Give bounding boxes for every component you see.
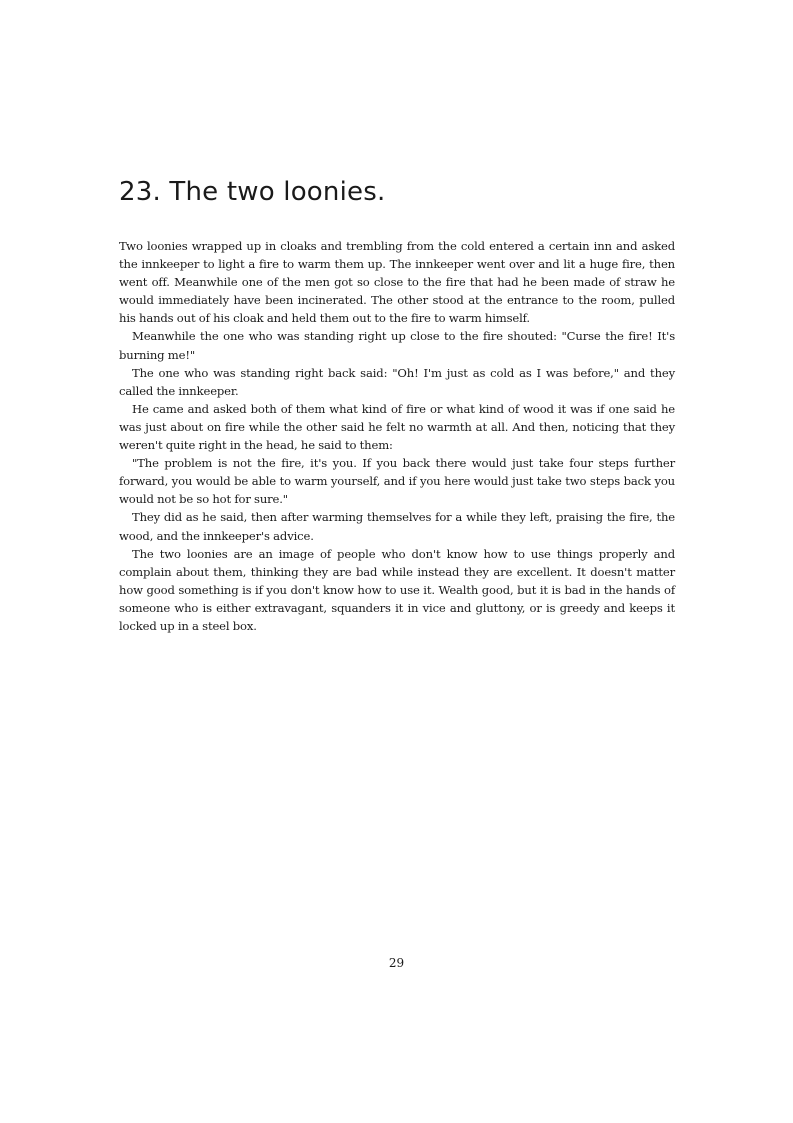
- paragraph: Meanwhile the one who was standing right up close to the fire shouted: "Curse the fire! It's burning me!": [119, 329, 675, 362]
- paragraph: The one who was standing right back said: "Oh! I'm just as cold as I was before," and they called the innkeeper.: [119, 365, 675, 398]
- paragraph: "The problem is not the fire, it's you. If you back there would just take four steps further forward, you would be able to warm yourself, and if you here would just take two steps back you would not be so hot for sure.": [119, 456, 675, 507]
- chapter-body: [119, 237, 675, 635]
- paragraph: The two loonies are an image of people who don't know how to use things properly and complain about them, thinking they are bad while instead they are excellent. It doesn't matter how good something is if you don't know how to use it. Wealth good, but it is bad in the hands of someone who is either extravagant, squanders it in vice and gluttony, or is greedy and keeps it locked up in a steel box.: [119, 546, 675, 633]
- page-number: 29: [388, 956, 405, 970]
- paragraph: He came and asked both of them what kind of fire or what kind of wood it was if one said he was just about on fire while the other said he felt no warmth at all. And then, noticing that they weren't quite right in the head, he said to them:: [119, 401, 675, 453]
- paragraph: Two loonies wrapped up in cloaks and trembling from the cold entered a certain inn and asked the innkeeper to light a fire to warm them up. The innkeeper went over and lit a huge fire, then went off. Meanwhile one of the men got so close to the fire that had he been made of straw he would immediately have been incinerated. The other stood at the entrance to the room, pulled his hands out of his cloak and held them out to the fire to warm himself.: [119, 239, 675, 326]
- chapter-title: 23. The two loonies.: [119, 177, 386, 207]
- paragraph: They did as he said, then after warming themselves for a while they left, praising the fire, the wood, and the innkeeper's advice.: [119, 510, 675, 543]
